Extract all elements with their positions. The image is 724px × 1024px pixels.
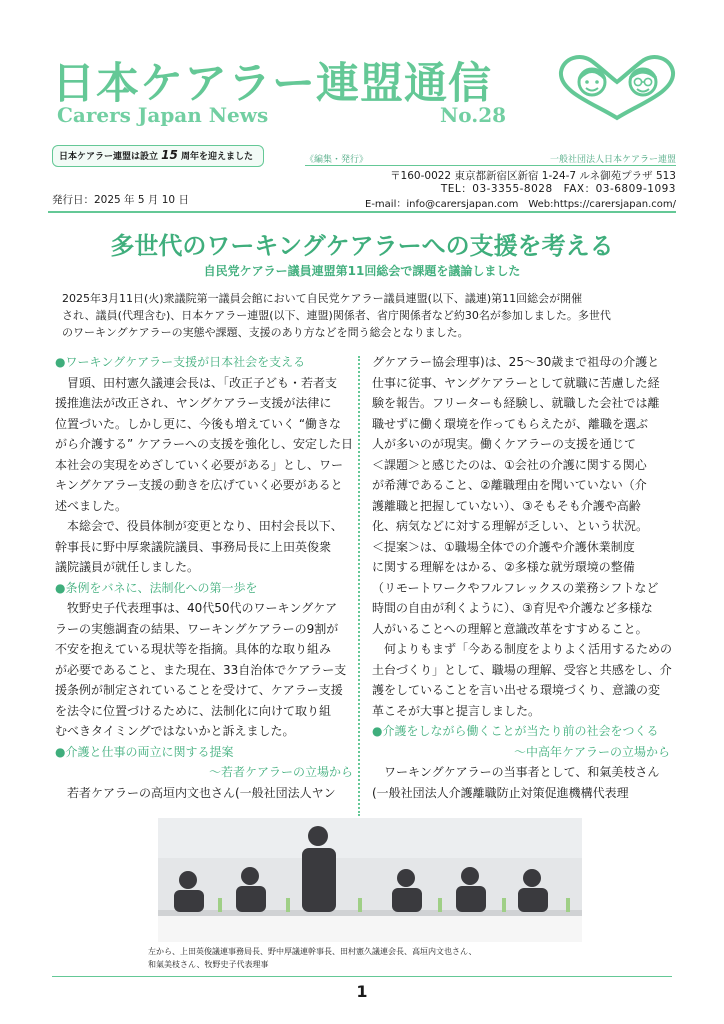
footer-rule — [52, 976, 672, 977]
anniversary-badge — [52, 145, 264, 167]
issue-number: No.28 — [440, 103, 507, 127]
body-line: 援推進法が改正され、ヤングケアラー支援が法律に — [55, 396, 332, 410]
body-line: 時間の自由が利くように）、③育児や介護など多様な — [372, 601, 653, 615]
body-line: が希薄であること、②離職理由を聞いていない（介 — [372, 478, 647, 492]
body-line: を法令に位置づけるために、法制化に向けて取り組 — [55, 703, 332, 718]
header-rule — [48, 211, 676, 213]
body-line: 護をしていることを言い出せる環境づくり、意識の変 — [372, 683, 661, 697]
body-line: （リモートワークやフルフレックスの業務シフトなど — [372, 580, 659, 595]
body-line: 幹事長に野中厚衆議院議員、事務局長に上田英俊衆 — [55, 539, 332, 554]
publisher-tel-fax: TEL：03-3355-8028 FAX：03-6809-1093 — [440, 183, 676, 195]
column-divider — [358, 356, 360, 816]
article-left-column — [55, 352, 353, 803]
body-line: 土台づくり」として、職場の理解、受容と共感をし、介 — [372, 662, 672, 677]
publisher-org: 一般社団法人日本ケアラー連盟 — [549, 155, 676, 165]
publisher-address: 〒160-0022 東京都新宿区新宿 1-24-7 ルネ御苑プラザ 513 — [390, 170, 676, 182]
body-line: が必要であること、また現在、33自治体でケアラー支 — [55, 662, 347, 677]
lead-line: 2025年3月11日(火)衆議院第一議員会館において自民党ケアラー議員連盟(以下、議連)第11回総会が開催 — [62, 292, 583, 305]
body-line: ラーの実態調査の結果、ワーキングケアラーの9割が — [55, 621, 339, 636]
body-line: がら介護する” ケアラーへの支援を強化し、安定した日 — [55, 437, 354, 451]
body-line: 革こそが大事と提言しました。 — [372, 703, 541, 718]
body-line: (一般社団法人介護離職防止対策促進機構代表理 — [372, 785, 629, 800]
body-line: グケアラー協会理事)は、25～30歳まで祖母の介護と — [372, 355, 660, 369]
section-heading: ●介護と仕事の両立に関する提案 — [55, 744, 234, 759]
body-line: 護離職と把握していない）、③そもそも介護や高齢 — [372, 498, 641, 513]
body-line: 牧野史子代表理事は、40代50代のワーキングケア — [55, 601, 338, 615]
article-right-column — [372, 352, 673, 803]
body-line: 化、病気などに対する理解が乏しい、という状況。 — [372, 519, 649, 533]
body-line: 位置づいた。しかし更に、今後も増えていく “働きな — [55, 416, 342, 431]
section-heading: ●ワーキングケアラー支援が日本社会を支える — [55, 355, 306, 369]
body-line: 本社会の実現をめざしていく必要がある」とし、ワー — [55, 457, 344, 472]
photo-caption — [148, 945, 608, 971]
section-subheading: ～中高年ケアラーの立場から — [513, 744, 670, 759]
body-line: キングケアラー支援の動きを広げていく必要があると — [55, 478, 343, 492]
publisher-rule — [305, 165, 676, 166]
anniversary-years: 15 — [161, 148, 178, 162]
lead-line: のワーキングケアラーの実態や課題、支援のあり方などを問う総会となりました。 — [62, 326, 469, 339]
body-line: ワーキングケアラーの当事者として、和氣美枝さん — [372, 765, 660, 779]
body-line: 仕事に従事、ヤングケアラーとして就職に苦慮した経 — [372, 375, 660, 390]
body-line: 何よりもまず「今ある制度をよりよく活用するための — [372, 642, 673, 656]
anniversary-suffix: 周年を迎えました — [177, 152, 253, 162]
article-subheadline: 自民党ケアラー議員連盟第11回総会で課題を議論しました — [203, 264, 521, 278]
body-line: 冒頭、田村憲久議連会長は、「改正子ども・若者支 — [55, 375, 338, 390]
section-heading: ●条例をバネに、法制化への第一歩を — [55, 580, 258, 595]
section-heading: ●介護をしながら働くことが当たり前の社会をつくる — [372, 724, 659, 738]
body-line: 援条例が制定されていることを受けて、ケアラー支援 — [55, 683, 343, 697]
anniversary-prefix: 日本ケアラー連盟は設立 — [59, 152, 162, 162]
body-line: むべきタイミングではないかと訴えました。 — [55, 724, 295, 738]
caption-line: 和氣美枝さん、牧野史子代表理事 — [148, 960, 269, 969]
body-line: 験を報告。フリーターも経験し、就職した会社では離 — [372, 396, 660, 410]
lead-line: され、議員(代理含む)、日本ケアラー連盟(以下、連盟)関係者、省庁関係者など約30名が参加しました。多世代 — [62, 309, 611, 322]
body-line: 人が多いのが現実。働くケアラーの支援を通じて — [372, 437, 637, 451]
body-line: ＜提案＞は、①職場全体での介護や介護休業制度 — [372, 539, 635, 554]
newsletter-subtitle: Carers Japan News — [57, 103, 269, 127]
page-number: 1 — [356, 982, 368, 1001]
issue-date: 発行日：2025 年 5 月 10 日 — [52, 194, 189, 206]
editor-publisher-label: 《編集・発行》 — [305, 155, 369, 165]
body-line: 本総会で、役員体制が変更となり、田村会長以下、 — [55, 519, 343, 533]
carers-logo-icon — [555, 52, 680, 122]
body-line: 職せずに働く環境を作ってもらえたが、離職を選ぶ — [372, 416, 649, 431]
meeting-photo — [158, 818, 582, 942]
caption-line: 左から、上田英俊議連事務局長、野中厚議連幹事長、田村憲久議連会長、高垣内文也さん、 — [148, 947, 477, 956]
article-headline: 多世代のワーキングケアラーへの支援を考える — [110, 231, 614, 260]
body-line: 人がいることへの理解と意識改革をすすめること。 — [372, 621, 648, 636]
body-line: ＜課題＞と感じたのは、①会社の介護に関する関心 — [372, 457, 647, 472]
publisher-email-web: E-mail：info@carersjapan.com Web:https://carersjapan.com/ — [365, 199, 676, 210]
body-line: 述べました。 — [55, 498, 128, 513]
article-lead — [62, 290, 662, 341]
body-line: 議院議員が就任しました。 — [55, 560, 200, 574]
section-subheading: ～若者ケアラーの立場から — [208, 765, 353, 779]
body-line: 若者ケアラーの高垣内文也さん(一般社団法人ヤン — [55, 785, 336, 800]
newsletter-title: 日本ケアラー連盟通信 — [52, 59, 492, 109]
body-line: に関する理解をはかる、②多様な就労環境の整備 — [372, 560, 635, 574]
body-line: 不安を抱えている現状等を指摘。具体的な取り組み — [55, 642, 332, 656]
